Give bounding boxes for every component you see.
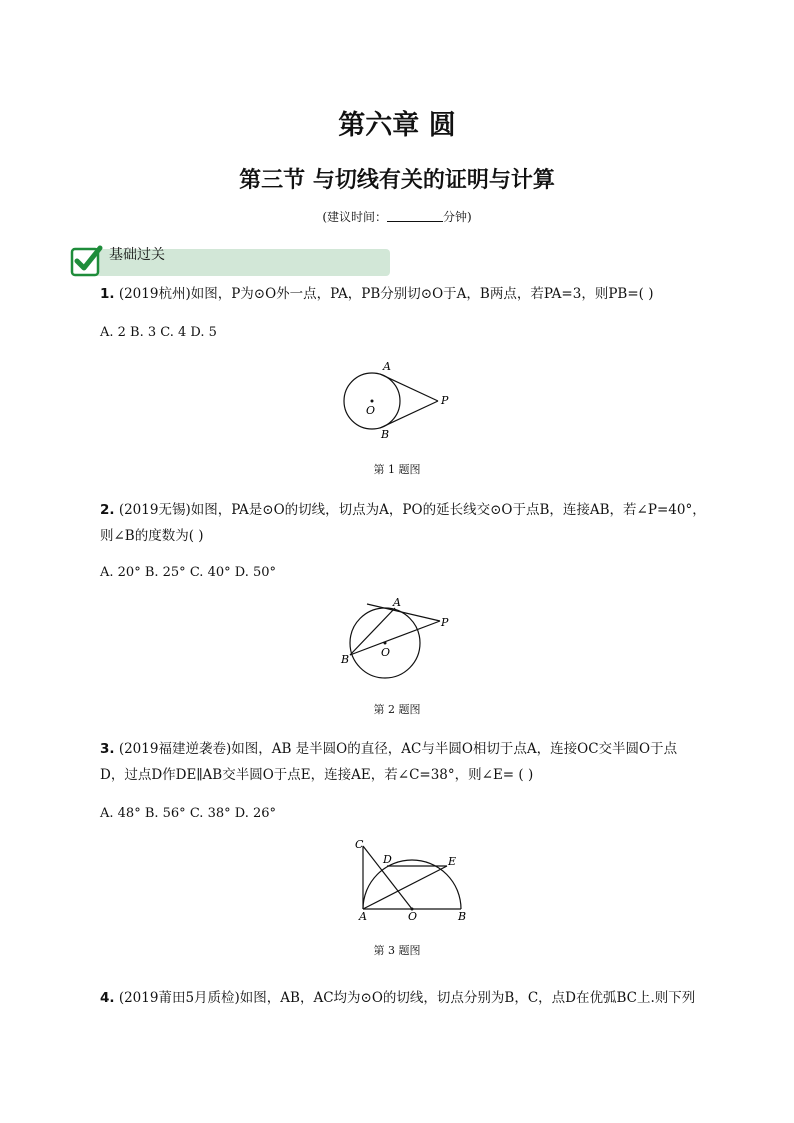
question-3-options: A. 48° B. 56° C. 38° D. 26° — [100, 806, 277, 821]
label-e: E — [448, 855, 457, 868]
question-number: 1. — [100, 286, 115, 302]
figure-1 — [335, 358, 460, 443]
question-2-options: A. 20° B. 25° C. 40° D. 50° — [100, 565, 277, 580]
question-2 — [100, 497, 740, 549]
question-text: (2019莆田5月质检)如图，AB，AC均为⊙O的切线，切点分别为B，C，点D在优弧BC上.则下列 — [114, 990, 696, 1006]
section-title: 第三节 与切线有关的证明与计算 — [239, 168, 555, 193]
time-blank[interactable] — [387, 209, 443, 222]
label-a: A — [393, 596, 401, 609]
label-o: O — [366, 404, 376, 417]
figure-2 — [335, 593, 460, 688]
figure-3-caption: 第 3 题图 — [373, 944, 421, 957]
question-text: (2019杭州)如图，P为⊙O外一点，PA，PB分别切⊙O于A，B两点，若PA=3，则PB=( ) — [114, 286, 654, 302]
question-number: 4. — [100, 990, 115, 1006]
figure-1-caption: 第 1 题图 — [373, 463, 421, 476]
question-text: (2019福建逆袭卷)如图，AB 是半圆O的直径，AC与半圆O相切于点A，连接OC交半圆O于点 — [114, 741, 678, 757]
label-d: D — [383, 853, 392, 866]
suggested-time — [0, 208, 794, 225]
label-p: P — [441, 394, 449, 407]
label-a: A — [383, 360, 391, 373]
figure-3 — [352, 836, 472, 924]
question-number: 3. — [100, 741, 115, 757]
question-text-line-2: 则∠B的度数为( ) — [100, 528, 204, 544]
label-o: O — [381, 646, 391, 659]
label-b: B — [458, 910, 467, 923]
question-number: 2. — [100, 502, 115, 518]
question-1-options: A. 2 B. 3 C. 4 D. 5 — [100, 325, 217, 340]
chapter-title: 第六章 圆 — [338, 110, 456, 141]
label-o: O — [408, 910, 418, 923]
label-b: B — [341, 653, 350, 666]
time-suffix: 分钟) — [443, 210, 472, 224]
question-3 — [100, 736, 740, 788]
label-b: B — [381, 428, 390, 441]
question-1 — [100, 281, 740, 307]
time-prefix: (建议时间： — [322, 210, 387, 224]
label-p: P — [441, 616, 449, 629]
label-a: A — [359, 910, 367, 923]
label-c: C — [355, 838, 364, 851]
checkmark-icon — [70, 244, 103, 277]
question-text-line-2: D，过点D作DE∥AB交半圆O于点E，连接AE，若∠C=38°，则∠E= ( ) — [100, 767, 534, 783]
question-4 — [100, 985, 740, 1011]
question-text: (2019无锡)如图，PA是⊙O的切线，切点为A，PO的延长线交⊙O于点B，连接AB，若∠P=40°， — [114, 502, 706, 518]
banner-label: 基础过关 — [109, 247, 165, 263]
figure-2-caption: 第 2 题图 — [373, 703, 421, 716]
